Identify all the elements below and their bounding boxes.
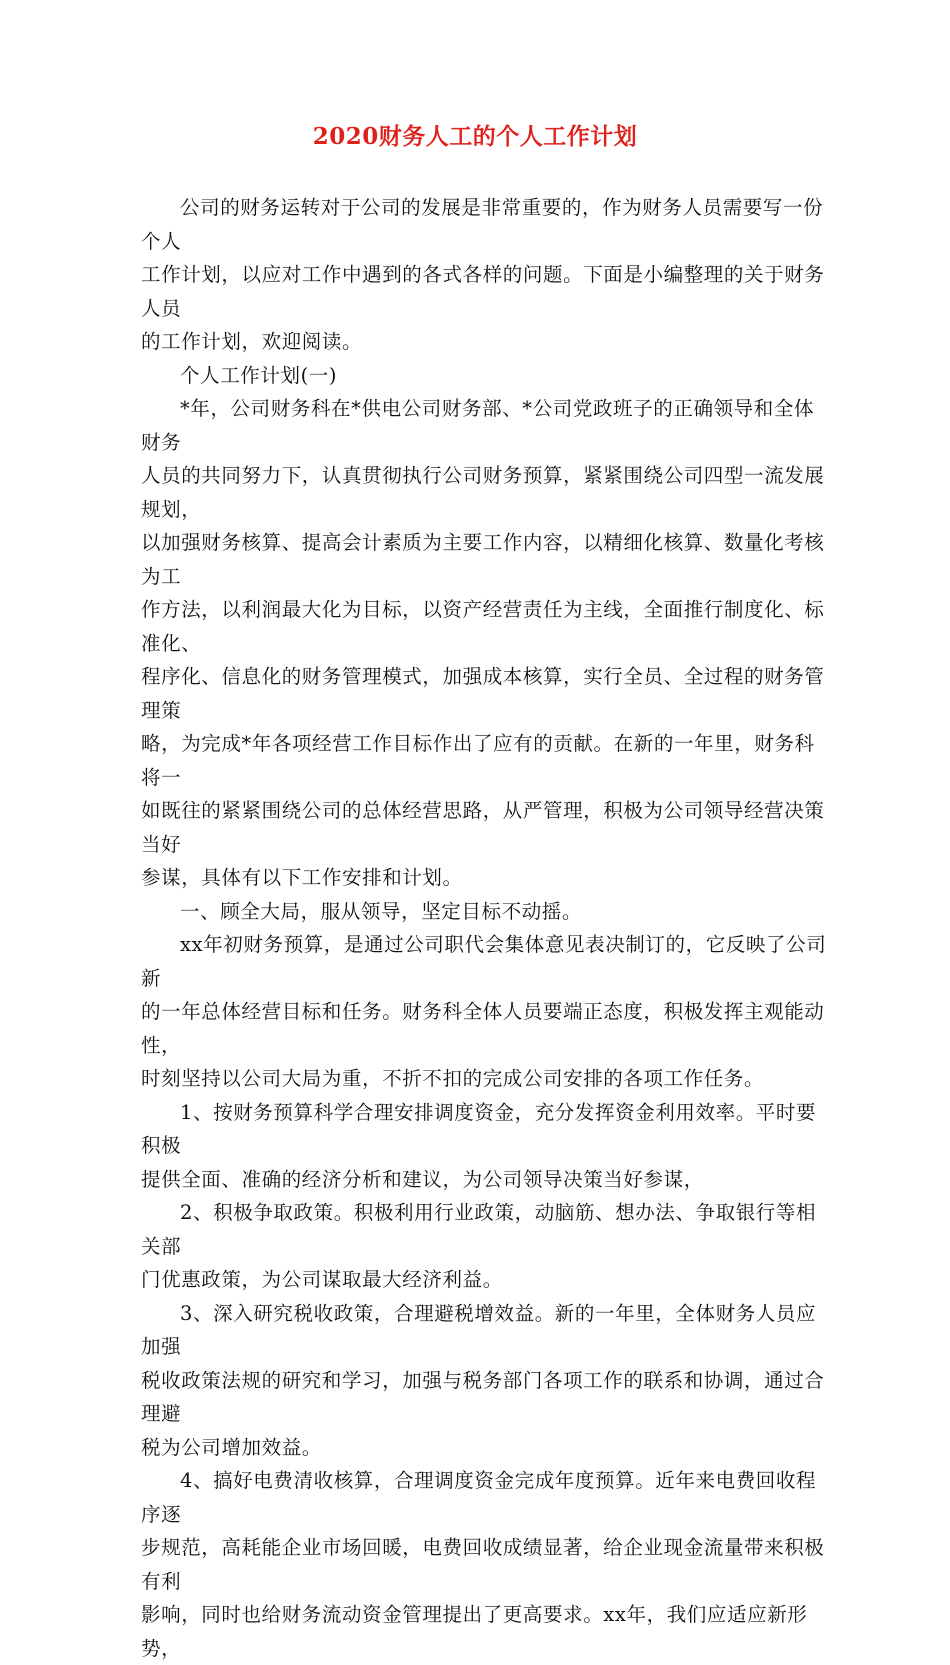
section-heading [141,895,831,929]
document-body [141,191,831,1665]
section-heading [141,359,831,393]
text-line: 2、积极争取政策。积极利用行业政策，动脑筋、想办法、争取银行等相关部 [141,1201,817,1258]
document-title: 2020财务人工的个人工作计划 [312,123,638,150]
list-item-paragraph [141,1464,831,1665]
text-line: 程序化、信息化的财务管理模式，加强成本核算，实行全员、全过程的财务管理策 [141,665,825,722]
text-line: 税收政策法规的研究和学习，加强与税务部门各项工作的联系和协调，通过合理避 [141,1368,825,1425]
text-line: 时刻坚持以公司大局为重，不折不扣的完成公司安排的各项工作任务。 [141,1067,765,1090]
text-line: 步规范，高耗能企业市场回暖，电费回收成绩显著，给企业现金流量带来积极有利 [141,1536,825,1593]
text-line: 税为公司增加效益。 [141,1435,322,1459]
text-line: 影响，同时也给财务流动资金管理提出了更高要求。xx年，我们应适应新形势， [141,1603,808,1660]
text-line: 个人工作计划(一) [180,363,338,387]
text-line: 门优惠政策，为公司谋取最大经济利益。 [141,1268,503,1291]
text-line: 4、搞好电费清收核算，合理调度资金完成年度预算。近年来电费回收程序逐 [141,1469,817,1526]
text-line: 以加强财务核算、提高会计素质为主要工作内容，以精细化核算、数量化考核为工 [141,531,825,588]
text-line: *年，公司财务科在*供电公司财务部、*公司党政班子的正确领导和全体财务 [141,397,815,454]
text-line: 的工作计划，欢迎阅读。 [141,330,363,353]
text-line: xx年初财务预算，是通过公司职代会集体意见表决制订的，它反映了公司新 [141,933,827,990]
list-item-paragraph [141,1096,831,1197]
text-line: 略，为完成*年各项经营工作目标作出了应有的贡献。在新的一年里，财务科将一 [141,732,815,789]
text-line: 人员的共同努力下，认真贯彻执行公司财务预算，紧紧围绕公司四型一流发展规划， [141,464,825,521]
text-line: 1、按财务预算科学合理安排调度资金，充分发挥资金利用效率。平时要积极 [141,1100,817,1157]
body-paragraph [141,928,831,1096]
text-line: 一、顾全大局，服从领导，坚定目标不动摇。 [180,899,583,923]
text-line: 公司的财务运转对于公司的发展是非常重要的，作为财务人员需要写一份个人 [141,196,824,253]
list-item-paragraph [141,1196,831,1297]
text-line: 如既往的紧紧围绕公司的总体经营思路，从严管理，积极为公司领导经营决策当好 [141,799,825,856]
list-item-paragraph [141,1297,831,1465]
text-line: 工作计划，以应对工作中遇到的各式各样的问题。下面是小编整理的关于财务人员 [141,263,825,320]
text-line: 3、深入研究税收政策，合理避税增效益。新的一年里，全体财务人员应加强 [141,1301,817,1358]
intro-paragraph [141,191,831,359]
text-line: 参谋，具体有以下工作安排和计划。 [141,866,463,889]
text-line: 提供全面、准确的经济分析和建议，为公司领导决策当好参谋， [141,1167,704,1191]
text-line: 的一年总体经营目标和任务。财务科全体人员要端正态度，积极发挥主观能动性， [141,1000,825,1057]
text-line: 作方法，以利润最大化为目标，以资产经营责任为主线，全面推行制度化、标准化、 [141,598,825,655]
body-paragraph [141,392,831,895]
